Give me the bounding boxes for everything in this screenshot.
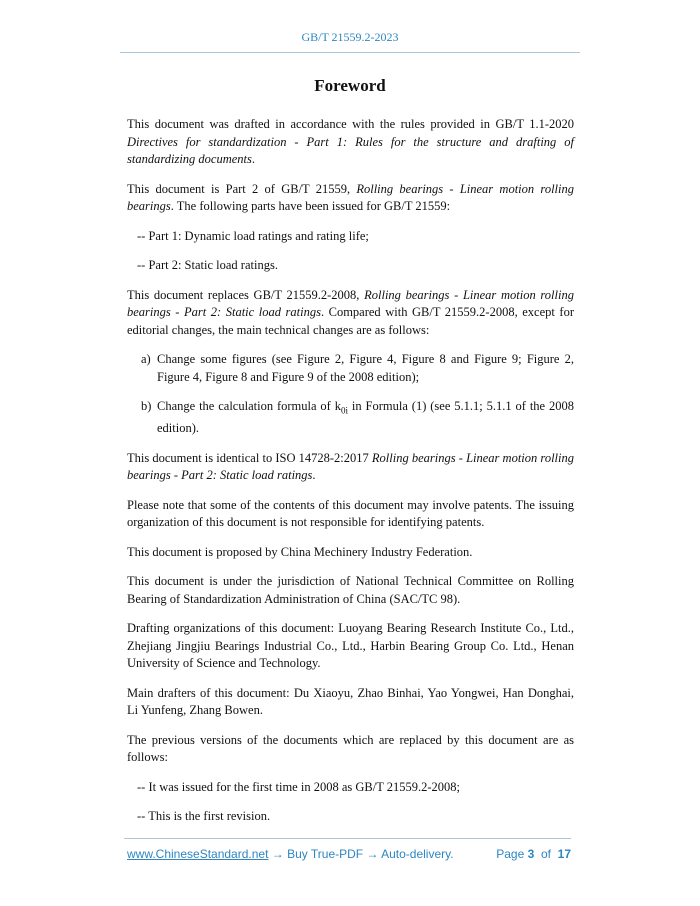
change-item-letter: b) — [141, 399, 152, 413]
change-item-letter: a) — [141, 352, 151, 366]
page-total: 17 — [557, 847, 571, 861]
paragraph-organizations: Drafting organizations of this document: Luoyang Bearing Research Institute Co., Ltd., Zhejiang Jingjiu Bearings Industrial Co., Ltd., Harbin Bearing Group Co. Ltd., Henan University of Science and Technology. — [127, 621, 574, 670]
p3-text: This document replaces GB/T 21559.2-2008, — [127, 287, 365, 302]
item-b-pre: Change the calculation formula of k — [157, 399, 341, 413]
change-item-a — [127, 351, 574, 386]
header-divider — [120, 52, 580, 53]
page-indicator — [496, 847, 571, 861]
p4-text: This document is identical to ISO 14728-2:2017 — [127, 450, 372, 465]
foreword-body — [127, 116, 574, 838]
p1-end: . — [251, 152, 256, 166]
p4-end: . — [312, 468, 316, 482]
paragraph-proposed: This document is proposed by China Mechinery Industry Federation. — [127, 544, 473, 559]
paragraph-identical — [127, 450, 574, 485]
website-link[interactable]: www.ChineseStandard.net — [127, 847, 269, 861]
p2-end: . The following parts have been issued for GB/T 21559: — [170, 199, 451, 213]
paragraph-jurisdiction: This document is under the jurisdiction of National Technical Committee on Rolling Bearing of Standardization Administration of China (SAC/TC 98). — [127, 574, 574, 606]
dash-item-first-issue: -- It was issued for the first time in 2008 as GB/T 21559.2-2008; — [137, 779, 460, 794]
paragraph-replaces — [127, 287, 574, 340]
footer-divider — [124, 838, 571, 839]
p3-italic: Rolling bearings - Linear motion rolling bearings - Part 2: Static load ratings — [127, 287, 574, 319]
dash-item-part1: -- Part 1: Dynamic load ratings and rating life; — [137, 228, 369, 243]
p1-text: This document was drafted in accordance with the rules provided in GB/T 1.1-2020 — [127, 117, 574, 131]
dash-item-first-revision: -- This is the first revision. — [137, 809, 271, 823]
footer-promo — [127, 847, 454, 861]
p3-end: . Compared with GB/T 21559.2-2008, except for editorial changes, the main technical changes are as follows: — [127, 305, 574, 337]
paragraph-drafters: Main drafters of this document: Du Xiaoyu, Zhao Binhai, Yao Yongwei, Han Donghai, Li Yunfeng, Zhang Bowen. — [127, 685, 574, 717]
p2-italic: Rolling bearings - Linear motion rolling bearings — [127, 181, 574, 213]
page-footer — [127, 847, 571, 861]
change-item-text — [157, 398, 574, 438]
paragraph-part-info — [127, 181, 574, 216]
paragraph-patents: Please note that some of the contents of this document may involve patents. The issuing organization of this document is not responsible for identifying patents. — [127, 497, 574, 529]
dash-item-part2: -- Part 2: Static load ratings. — [137, 258, 278, 272]
document-code-header: GB/T 21559.2-2023 — [301, 30, 399, 44]
p1-italic: Directives for standardization - Part 1: Rules for the structure and drafting of standardizing documents — [127, 134, 574, 166]
paragraph-drafting-rules — [127, 116, 574, 169]
item-b-subscript: 0i — [341, 405, 349, 416]
p2-text: This document is Part 2 of GB/T 21559, — [127, 181, 357, 196]
page-title: Foreword — [314, 76, 386, 95]
footer-promo-text: → Buy True-PDF → Auto-delivery. — [268, 847, 454, 861]
item-b-post: in Formula (1) (see 5.1.1; 5.1.1 of the 2008 edition). — [157, 399, 574, 435]
p4-italic: Rolling bearings - Linear motion rolling bearings - Part 2: Static load ratings — [127, 450, 574, 482]
of-word: of — [540, 847, 551, 861]
page-word: Page — [496, 847, 525, 861]
change-item-b — [127, 398, 574, 438]
paragraph-previous-versions: The previous versions of the documents which are replaced by this document are as follows: — [127, 732, 574, 764]
page-number: 3 — [527, 847, 535, 861]
change-item-text: Change some figures (see Figure 2, Figure 4, Figure 8 and Figure 9; Figure 2, Figure 4, Figure 8 and Figure 9 of the 2008 edition); — [157, 352, 574, 384]
